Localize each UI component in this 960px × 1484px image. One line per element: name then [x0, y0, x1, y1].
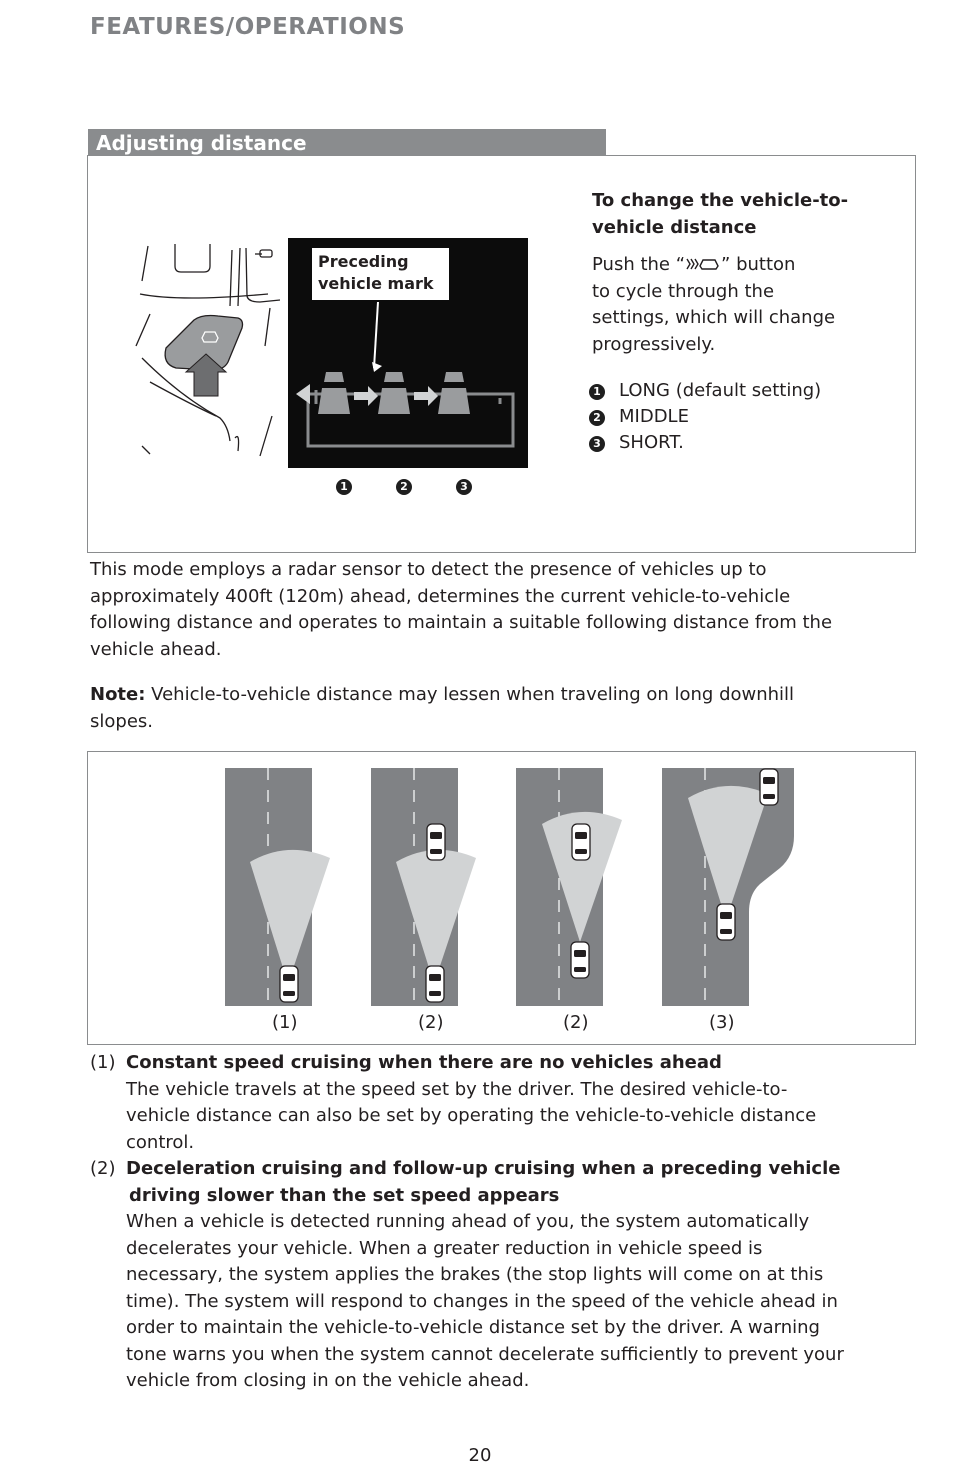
own-vehicle-2 [426, 966, 444, 1002]
own-vehicle-3 [571, 942, 589, 978]
display-marker-3: 3 [456, 476, 486, 495]
setting-short: 3 SHORT. [589, 430, 684, 456]
change-distance-instructions: Push the “ ” button to cycle through the settings, which will change progressively. [592, 254, 836, 355]
definitions-list [90, 1050, 920, 1395]
display-marker-2: 2 [396, 476, 426, 495]
setting-long: 1 LONG (default setting) [589, 378, 821, 404]
setting-middle: 2 MIDDLE [589, 404, 689, 430]
preceding-vehicle-3 [572, 824, 590, 860]
definition-item-2: (2) Deceleration cruising and follow-up cruising when a preceding vehicle driving slower than the set speed appears When a vehicle is detected running ahead of you, the system automatically decelerates your vehicle. When a greater reduction in vehicle speed is necessary, the system applies the brakes (the stop lights will come on at this time). The system will respond to changes in the speed of the vehicle ahead in order to maintain the vehicle-to-vehicle distance set by the driver. A warning tone warns you when the system cannot decelerate sufficiently to prevent your vehicle from closing in on the vehicle ahead. [90, 1158, 844, 1391]
cruise-scenarios-illustration [88, 752, 915, 1012]
section-header: FEATURES/OPERATIONS [90, 14, 406, 40]
scenario-label-2: (2) [418, 1012, 444, 1033]
mode-description: This mode employs a radar sensor to detect the presence of vehicles up to approximately 400ft (120m) ahead, determines the current vehicle-to-vehicle following distance and operates to maintain a suitable following distance from the vehicle ahead. [90, 559, 833, 660]
preceding-vehicle-2 [427, 824, 445, 860]
vehicle-changing-lanes [760, 769, 778, 805]
scenario-label-3: (2) [563, 1012, 589, 1033]
distance-button-icon [685, 256, 721, 272]
own-vehicle-4 [717, 904, 735, 940]
scenario-label-1: (1) [272, 1012, 298, 1033]
definition-item-1: (1) Constant speed cruising when there are no vehicles ahead The vehicle travels at the speed set by the driver. The desired vehicle-to- vehicle distance can also be set by operating the vehicle-to-vehicle distance control. [90, 1052, 817, 1153]
preceding-vehicle-mark-label: Preceding vehicle mark [312, 248, 449, 300]
steering-switch-illustration [120, 236, 290, 468]
note: Note: Vehicle-to-vehicle distance may lessen when traveling on long downhill slopes. [90, 684, 795, 732]
own-vehicle-1 [280, 966, 298, 1002]
adjusting-distance-title: Adjusting distance [88, 129, 606, 156]
change-distance-title: To change the vehicle-to- vehicle distance [592, 190, 849, 238]
scenario-label-4: (3) [709, 1012, 735, 1033]
page-number: 20 [468, 1445, 492, 1466]
display-marker-1: 1 [336, 476, 366, 495]
